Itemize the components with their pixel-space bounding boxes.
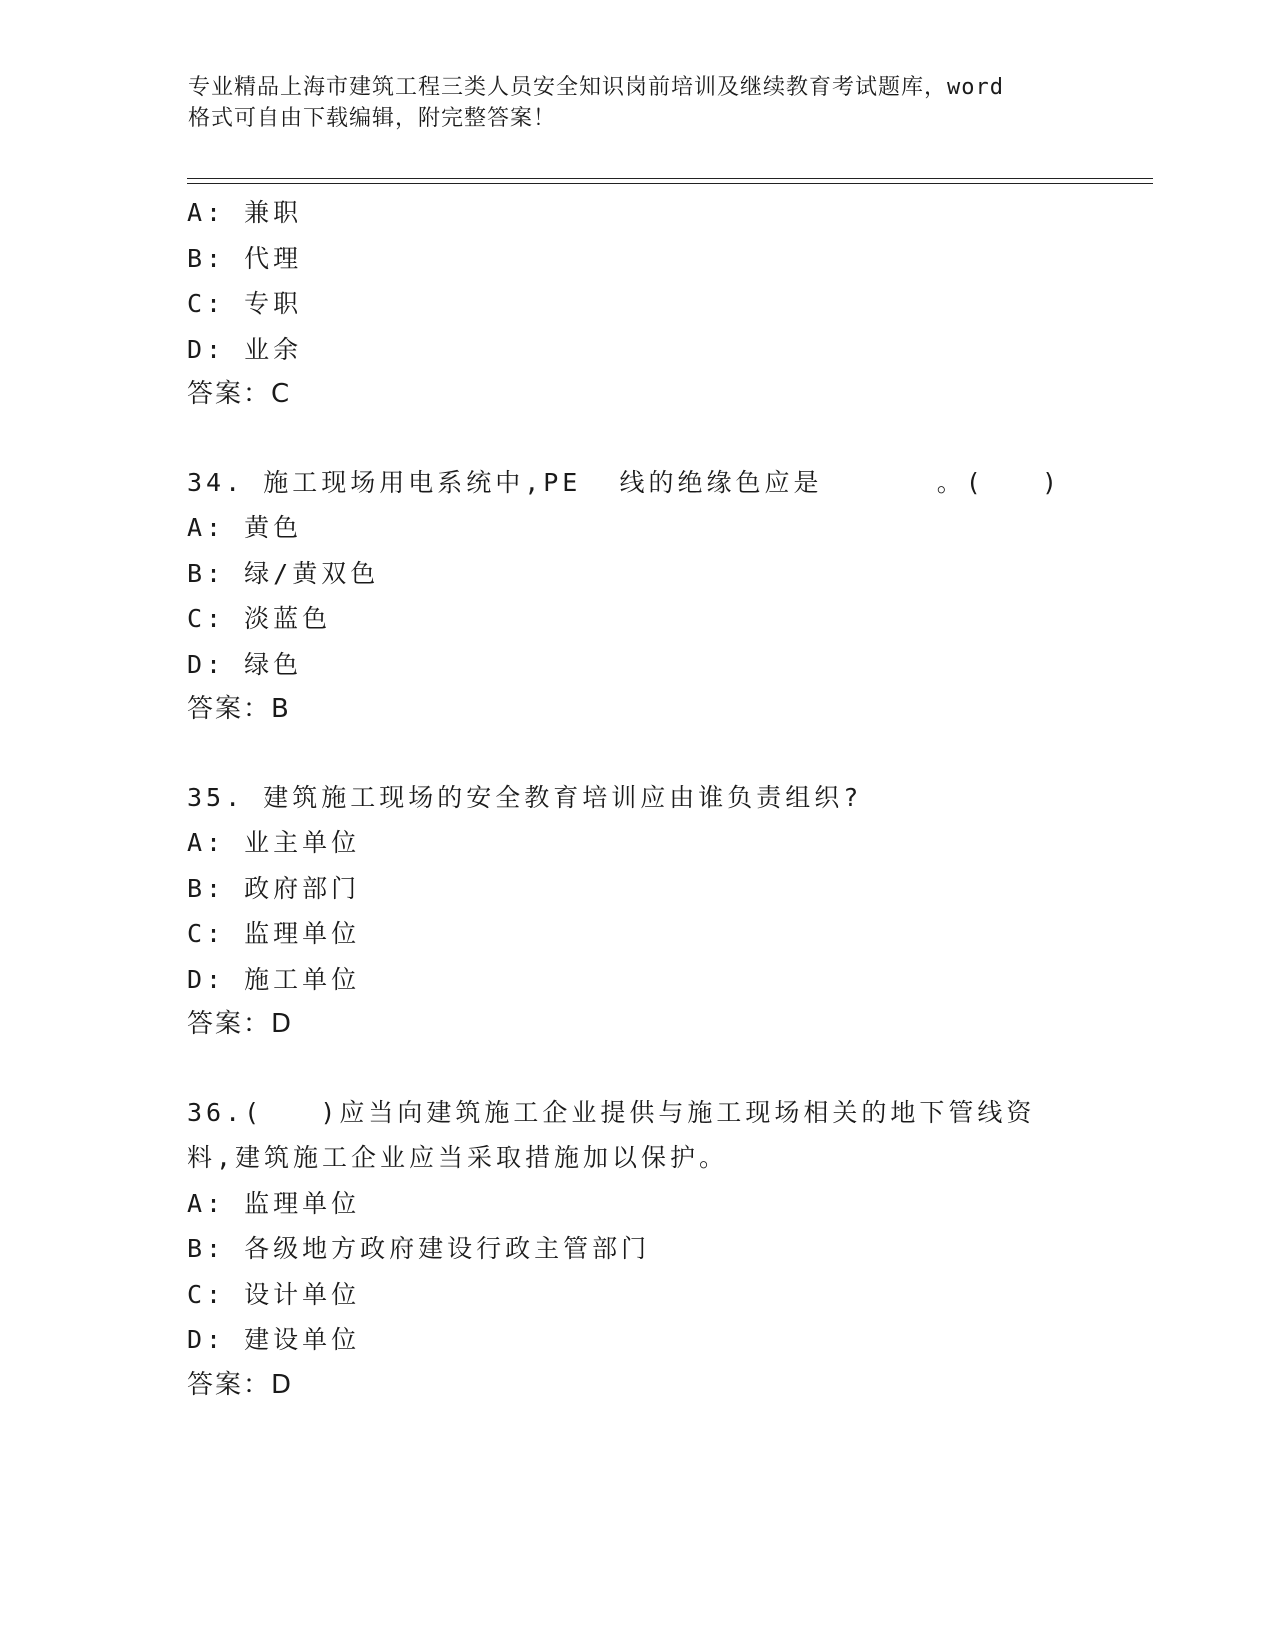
option-a: A: 监理单位 bbox=[187, 1188, 361, 1218]
option-a: A: 业主单位 bbox=[187, 828, 361, 857]
question-36 bbox=[187, 1090, 1087, 1409]
answer: 答案：B bbox=[187, 694, 291, 724]
answer: 答案：C bbox=[187, 379, 292, 409]
option-d: D: 业余 bbox=[187, 334, 303, 364]
answer: 答案：D bbox=[187, 1009, 294, 1039]
question-33 bbox=[187, 190, 1087, 418]
answer: 答案：D bbox=[187, 1369, 294, 1400]
question-list bbox=[187, 190, 1087, 1408]
option-b: B: 各级地方政府建设行政主管部门 bbox=[187, 1234, 651, 1263]
question-text: 36.( )应当向建筑施工企业提供与施工现场相关的地下管线资料,建筑施工企业应当采取措施加以保护。 bbox=[187, 1097, 1036, 1172]
option-d: D: 施工单位 bbox=[187, 964, 361, 994]
header-divider-bottom bbox=[187, 183, 1153, 184]
option-c: C: 专职 bbox=[187, 289, 303, 318]
option-c: C: 监理单位 bbox=[187, 919, 361, 948]
question-35 bbox=[187, 775, 1087, 1048]
option-a: A: 黄色 bbox=[187, 513, 303, 542]
option-c: C: 设计单位 bbox=[187, 1279, 361, 1309]
option-c: C: 淡蓝色 bbox=[187, 604, 332, 633]
question-34 bbox=[187, 460, 1087, 733]
question-text: 34. 施工现场用电系统中,PE 线的绝缘色应是 。( ) bbox=[187, 467, 1062, 497]
option-b: B: 代理 bbox=[187, 243, 303, 273]
question-text: 35. 建筑施工现场的安全教育培训应由谁负责组织? bbox=[187, 782, 863, 812]
option-b: B: 绿/黄双色 bbox=[187, 558, 380, 588]
option-b: B: 政府部门 bbox=[187, 873, 361, 903]
header-divider-top bbox=[187, 178, 1153, 179]
option-d: D: 绿色 bbox=[187, 649, 303, 679]
option-d: D: 建设单位 bbox=[187, 1325, 361, 1354]
document-header: 专业精品上海市建筑工程三类人员安全知识岗前培训及继续教育考试题库，word 格式可自由下载编辑，附完整答案！ bbox=[188, 75, 1004, 131]
option-a: A: 兼职 bbox=[187, 198, 303, 227]
